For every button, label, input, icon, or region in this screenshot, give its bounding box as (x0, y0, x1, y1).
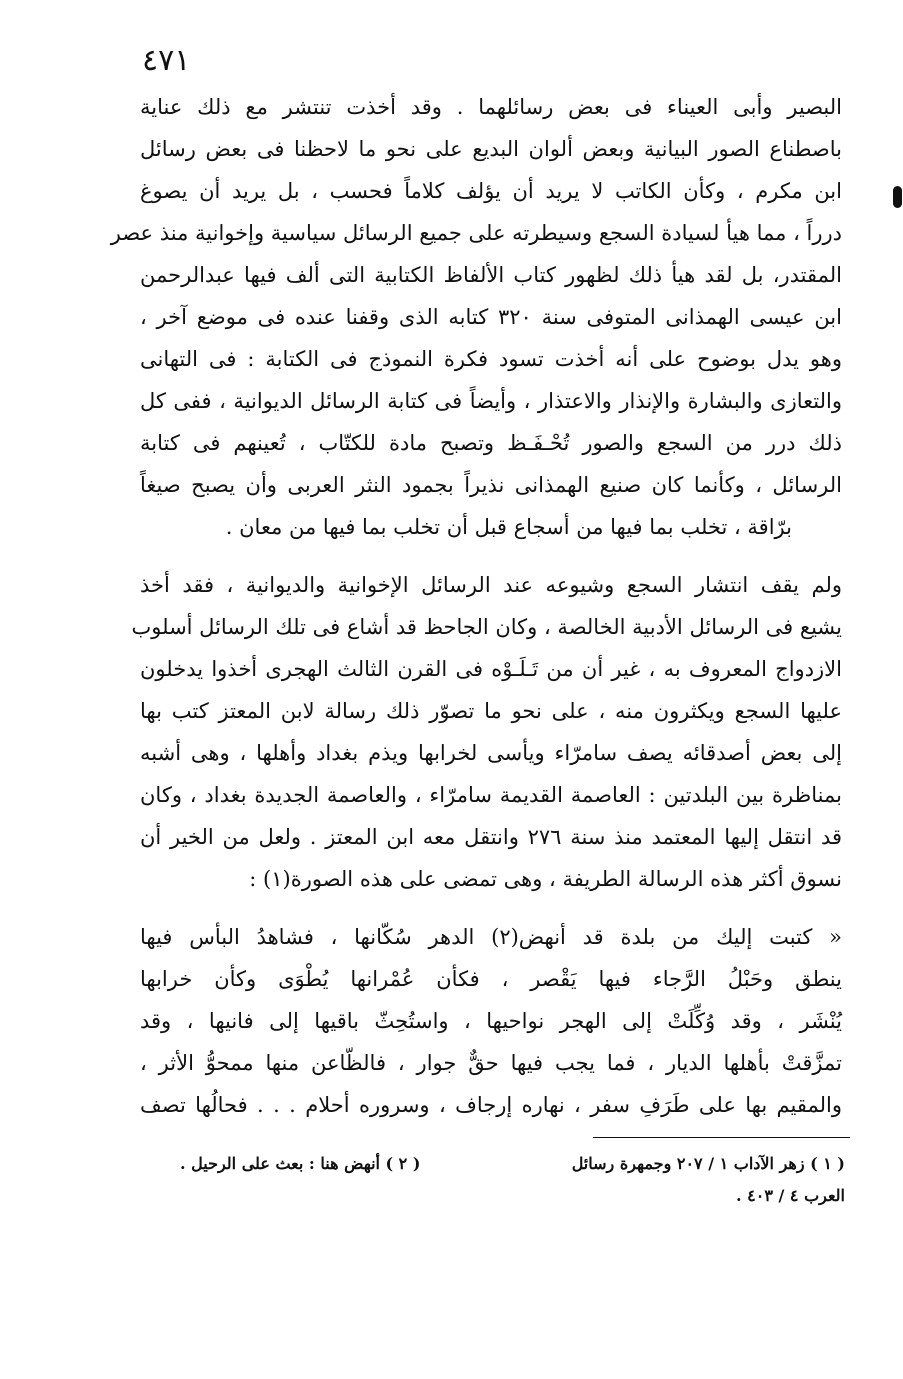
text-line: ابن مكرم ، وكأن الكاتب لا يريد أن يؤلف كلاماً فحسب ، بل يريد أن يصوغ (140, 179, 842, 203)
text-line: الازدواج المعروف به ، غير أن من تَـلَـوْه فى القرن الثالث الهجرى أخذوا يدخلون (140, 657, 842, 681)
text-line: درراً ، مما هيأ لسيادة السجع وسيطرته على جميع الرسائل سياسية وإخوانية منذ عصر (110, 221, 842, 245)
footnote-1-continuation: العرب ٤ / ٤٠٣ . (736, 1186, 845, 1205)
text-line: عليها السجع ويكثرون منه ، على نحو ما تصوّر ذلك رسالة لابن المعتز كتب بها (140, 699, 842, 723)
text-line: البصير وأبى العيناء فى بعض رسائلهما . وقد أخذت تنتشر مع ذلك عناية (140, 95, 842, 119)
text-line: والتعازى والبشارة والإنذار والاعتذار ، وأيضاً فى كتابة الرسائل الديوانية ، ففى كل (140, 389, 842, 413)
footnote-1: ( ١ ) زهر الآداب ١ / ٢٠٧ وجمهرة رسائل (571, 1154, 845, 1173)
text-line: باصطناع الصور البيانية وبعض ألوان البديع على نحو ما لاحظنا فى بعض رسائل (140, 137, 842, 161)
text-line: تمزَّقتْ بأهلها الديار ، فما يجب فيها حقٌّ جوار ، فالظّاعن منها ممحوُّ الأثر ، (140, 1051, 842, 1075)
paragraph-1 (110, 86, 842, 548)
footnote-row (180, 1148, 845, 1180)
text-line: ينطق وحَبْلُ الرَّجاء فيها يَقْصر ، فكأن عُمْرانها يُطْوَى وكأن خرابها (140, 967, 842, 991)
text-line: ابن عيسى الهمذانى المتوفى سنة ٣٢٠ كتابه الذى وقفنا عنده فى موضع آخر ، (140, 305, 842, 329)
paragraph-2 (131, 564, 842, 900)
text-line: إلى بعض أصدقائه يصف سامرّاء ويأسى لخرابها ويذم بغداد وأهلها ، وهى أشبه (140, 741, 842, 765)
text-line: « كتبت إليك من بلدة قد أنهض(٢) الدهر سُكّانها ، فشاهدُ البأس فيها (140, 925, 843, 949)
footnotes (180, 1148, 845, 1212)
footnote-2: ( ٢ ) أنهض هنا : بعث على الرحيل . (180, 1154, 421, 1173)
text-line: والمقيم بها على طَرَفِ سفر ، نهاره إرجاف ، وسروره أحلام . . . فحالُها تصف (140, 1093, 842, 1117)
text-line: وهو يدل بوضوح على أنه أخذت تسود فكرة النموذج فى الكتابة : فى التهانى (140, 347, 842, 371)
text-line: بمناظرة بين البلدتين : العاصمة القديمة سامرّاء ، والعاصمة الجديدة بغداد ، وكان (140, 783, 842, 807)
margin-mark (893, 186, 902, 208)
text-line: يشيع فى الرسائل الأدبية الخالصة ، وكان الجاحظ قد أشاع فى تلك الرسائل أسلوب (131, 615, 842, 639)
text-line: المقتدر، بل لقد هيأ ذلك لظهور كتاب الألفاظ الكتابية التى ألف فيها عبدالرحمن (140, 263, 842, 287)
text-line: قد انتقل إليها المعتمد منذ سنة ٢٧٦ وانتقل معه ابن المعتز . ولعل من الخير أن (140, 825, 842, 849)
text-line: الرسائل ، وكأنما كان صنيع الهمذانى نذيراً بجمود النثر العربى وأن يصبح صيغاً (140, 473, 842, 497)
text-line: برّاقة ، تخلب بما فيها من أسجاع قبل أن تخلب بما فيها من معان . (225, 515, 792, 539)
text-line: نسوق أكثر هذه الرسالة الطريفة ، وهى تمضى على هذه الصورة(١) : (249, 867, 842, 891)
text-line: ولم يقف انتشار السجع وشيوعه عند الرسائل الإخوانية والديوانية ، فقد أخذ (140, 573, 842, 597)
text-line: يُنْشَر ، وقد وُكِّلَتْ إلى الهجر نواحيها ، واستُحِثّ باقيها إلى فانيها ، وقد (140, 1009, 842, 1033)
footnote-rule (593, 1137, 850, 1138)
page-number: ٤٧١ (142, 43, 191, 78)
text-line: ذلك درر من السجع والصور تُحْـفَـظ وتصبح مادة للكتّاب ، تُعينهم فى كتابة (140, 431, 842, 455)
paragraph-3-quote (140, 916, 842, 1126)
